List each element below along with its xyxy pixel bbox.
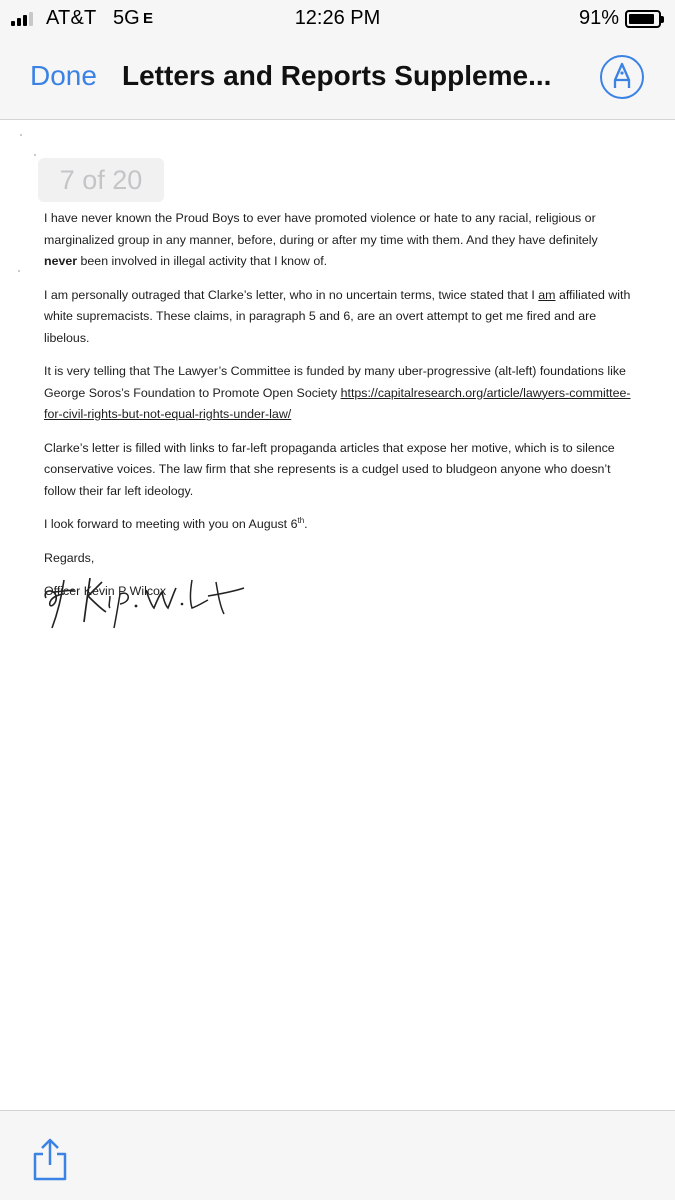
closing: Regards, <box>44 550 95 565</box>
scan-speck <box>18 270 20 272</box>
done-button[interactable]: Done <box>30 60 97 91</box>
paragraph-4: Clarke’s letter is filled with links to far-left propaganda articles that expose her motive, which is to silence conservative voices. The law firm that she represents is a cudgel used to bludgeon anyone who doesn’t follow their far left ideology. <box>44 440 615 498</box>
handwritten-signature <box>40 572 250 632</box>
letter-body <box>44 208 634 615</box>
share-button[interactable] <box>30 1137 70 1181</box>
markup-button[interactable] <box>600 55 644 99</box>
share-icon <box>30 1137 70 1181</box>
battery-fill <box>629 14 654 24</box>
battery-percent: 91% <box>578 7 619 29</box>
paragraph-2: I am personally outraged that Clarke’s letter, who in no uncertain terms, twice stated that I am affiliated with white supremacists. These claims, in paragraph 5 and 6, are an overt attempt to get me fired and are libelous. <box>44 287 631 345</box>
source-link[interactable]: https://capitalresearch.org/article/lawyers-committee-for-civil-rights-but-not-equal-rights-under-law/ <box>44 385 631 421</box>
status-bar <box>0 0 675 38</box>
clock: 12:26 PM <box>294 7 381 29</box>
carrier-name: AT&T <box>46 7 97 29</box>
markup-pen-icon <box>602 57 642 97</box>
signatory-name: Officer Kevin P Wilcox <box>44 584 167 598</box>
page-counter: 7 of 20 <box>38 158 164 202</box>
bottom-toolbar <box>0 1110 675 1200</box>
document-title: Letters and Reports Suppleme... <box>122 60 552 91</box>
paragraph-5: I look forward to meeting with you on August 6th. <box>44 515 308 531</box>
network-suffix: E <box>143 10 154 27</box>
scan-speck <box>20 134 22 136</box>
paragraph-1: I have never known the Proud Boys to ever have promoted violence or hate to any racial, religious or marginalized group in any manner, before, during or after my time with them. And they have definitely never been involved in illegal activity that I know of. <box>44 211 598 268</box>
paragraph-3: It is very telling that The Lawyer’s Committee is funded by many uber-progressive (alt-left) foundations like George Soros’s Foundation to Promote Open Society https://capitalresearch.org/article/lawyers-committee-for-civil-rights-but-not-equal-rights-under-law/ <box>44 364 631 421</box>
document-viewer[interactable] <box>0 120 675 1110</box>
battery-icon <box>625 10 661 28</box>
scan-speck <box>34 154 36 156</box>
navigation-bar <box>0 38 675 120</box>
network-type: 5G <box>113 7 140 29</box>
